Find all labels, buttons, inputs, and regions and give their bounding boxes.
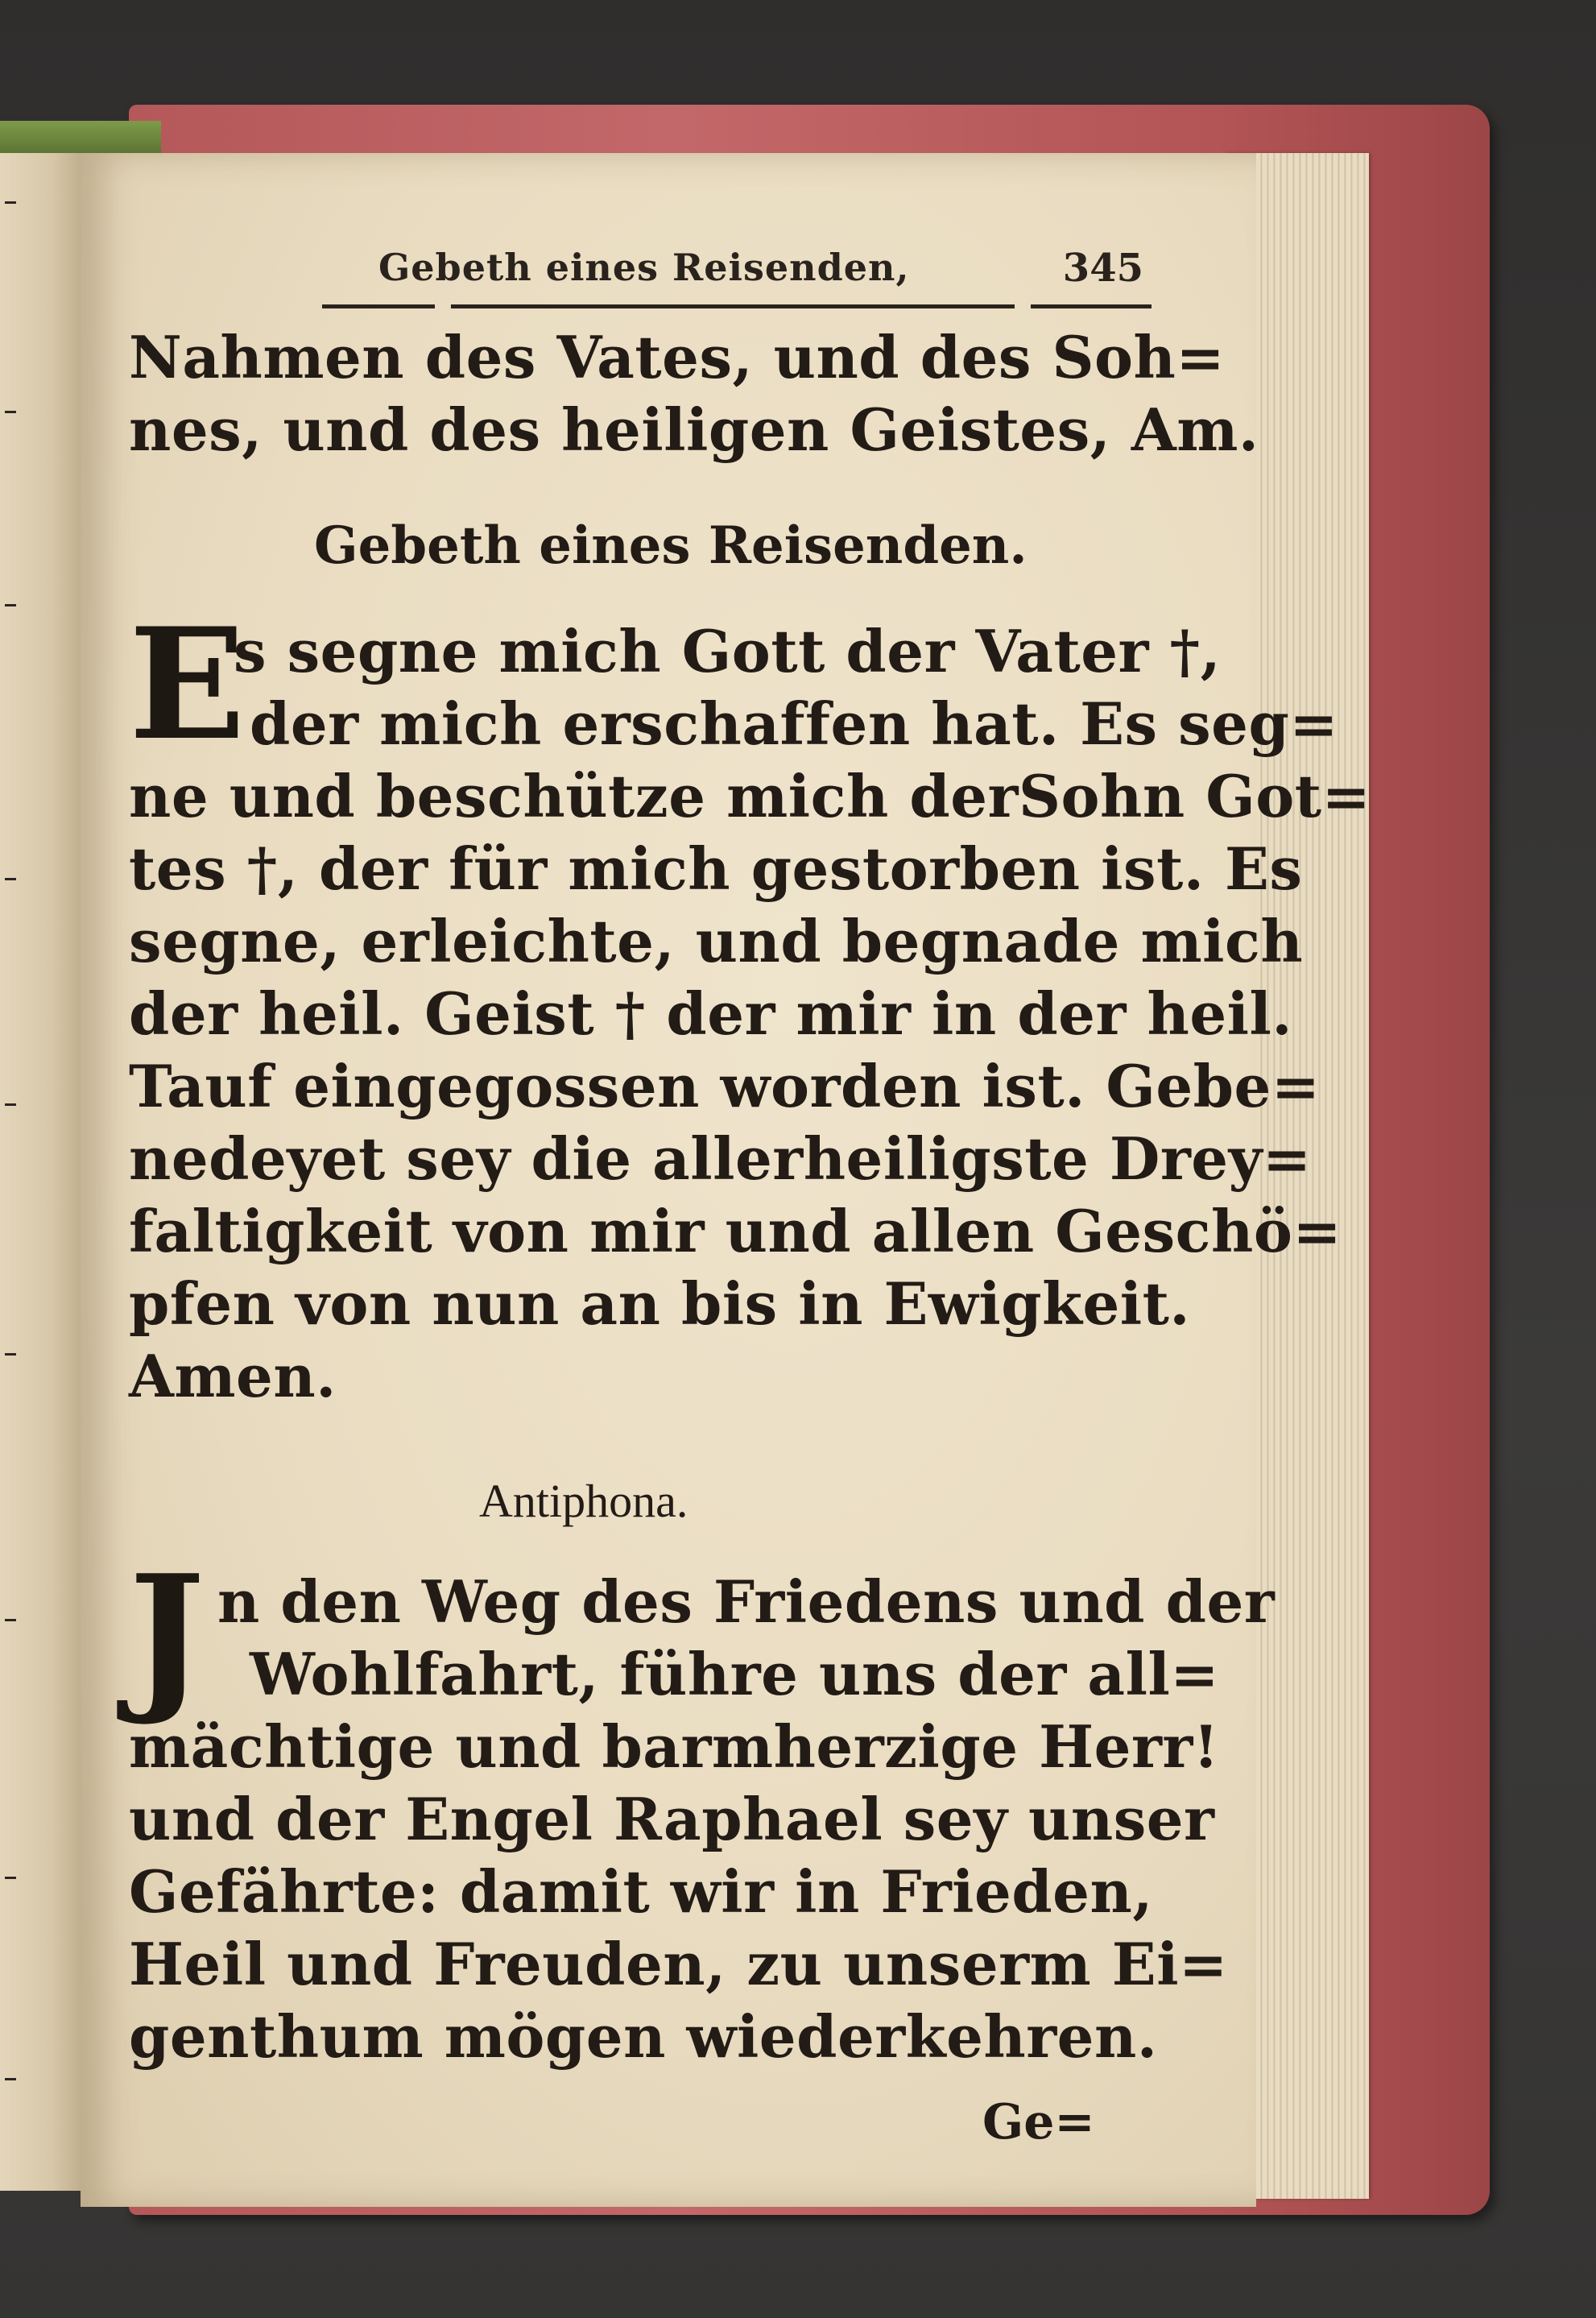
spine-ribbon xyxy=(0,121,161,153)
left-page-mark xyxy=(5,878,16,880)
left-page-mark xyxy=(5,1619,16,1621)
text-line: ne und beschütze mich derSohn Got= xyxy=(129,762,1371,830)
catchword: Ge= xyxy=(982,2094,1095,2150)
left-page-mark xyxy=(5,1103,16,1106)
text-line: tes †, der für mich gestorben ist. Es xyxy=(129,834,1303,903)
drop-cap: E xyxy=(129,594,246,774)
left-page-edge xyxy=(0,153,89,2191)
header-rule xyxy=(451,304,1015,308)
left-page-mark xyxy=(5,1353,16,1356)
text-line: Amen. xyxy=(129,1342,337,1410)
text-line: Wohlfahrt, führe uns der all= xyxy=(250,1640,1220,1708)
text-line: und der Engel Raphael sey unser xyxy=(129,1785,1215,1853)
left-page-mark xyxy=(5,2078,16,2080)
text-line: segne, erleichte, und begnade mich xyxy=(129,907,1304,975)
text-line: pfen von nun an bis in Ewigkeit. xyxy=(129,1269,1190,1338)
text-line: n den Weg des Friedens und der xyxy=(217,1567,1276,1636)
text-line: Gefährte: damit wir in Frieden, xyxy=(129,1857,1153,1926)
antiphona-heading: Antiphona. xyxy=(479,1475,688,1527)
running-title: Gebeth eines Reisenden, xyxy=(378,246,910,289)
page-header xyxy=(290,246,1160,302)
text-line: Tauf eingegossen worden ist. Gebe= xyxy=(129,1052,1321,1120)
text-line: nes, und des heiligen Geistes, Am. xyxy=(129,395,1259,464)
text-line: der mich erschaffen hat. Es seg= xyxy=(250,689,1339,758)
drop-cap: J xyxy=(129,1540,205,1729)
left-page-mark xyxy=(5,604,16,606)
text-line: mächtige und barmherzige Herr! xyxy=(129,1712,1219,1781)
text-line: faltigkeit von mir und allen Geschö= xyxy=(129,1197,1342,1265)
left-page-mark xyxy=(5,201,16,204)
text-line: Nahmen des Vates, und des Soh= xyxy=(129,323,1226,391)
text-line: Heil und Freuden, zu unserm Ei= xyxy=(129,1930,1228,1998)
left-page-mark xyxy=(5,411,16,413)
section-heading: Gebeth eines Reisenden. xyxy=(314,515,1027,576)
left-page-mark xyxy=(5,1877,16,1879)
text-line: genthum mögen wiederkehren. xyxy=(129,2002,1158,2071)
text-line: s segne mich Gott der Vater †, xyxy=(234,617,1222,685)
header-rule xyxy=(1031,304,1152,308)
page-number: 345 xyxy=(1062,246,1143,291)
text-line: der heil. Geist † der mir in der heil. xyxy=(129,979,1292,1048)
header-rule xyxy=(322,304,435,308)
text-line: nedeyet sey die allerheiligste Drey= xyxy=(129,1124,1312,1193)
